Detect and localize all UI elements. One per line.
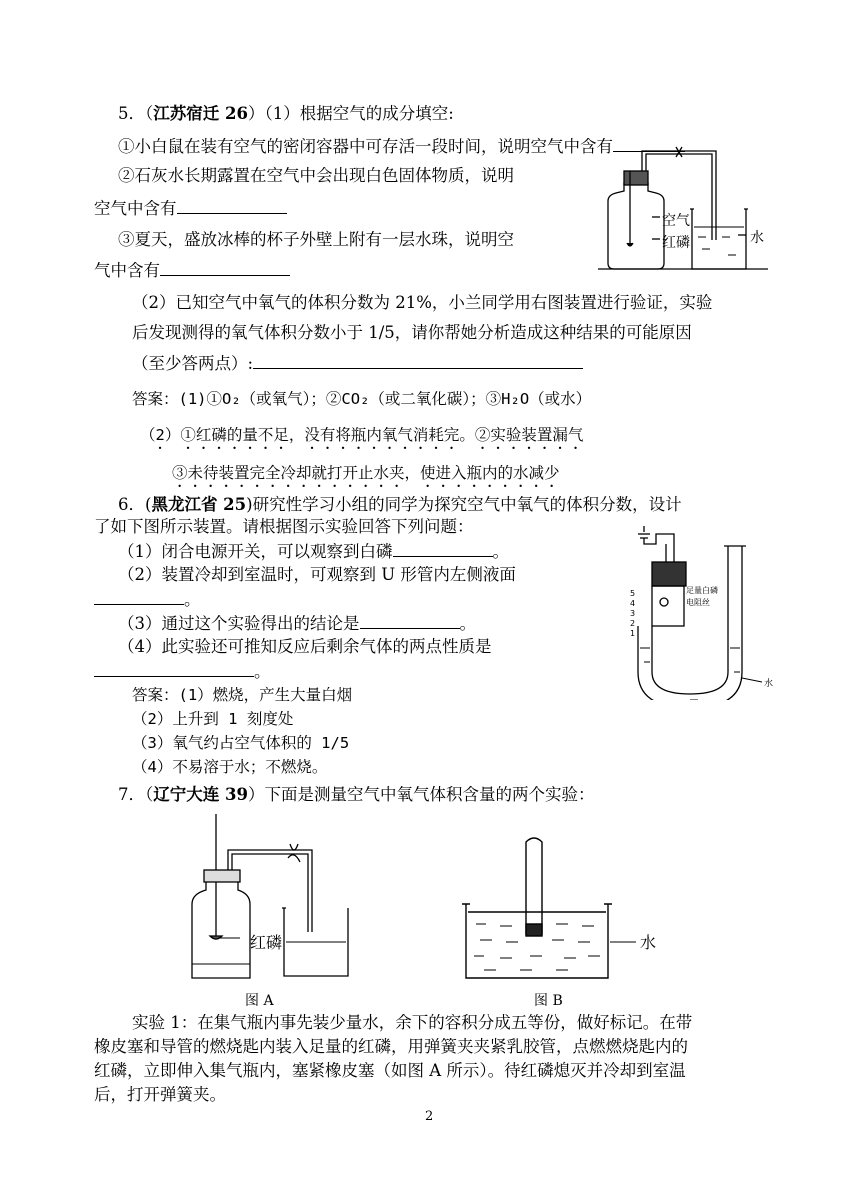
q5-part2b: 后发现测得的氧气体积分数小于 1/5，请你帮她分析造成这种结果的可能原因	[132, 323, 692, 342]
answer-blank[interactable]	[393, 540, 493, 557]
q6-intro-b: 了如下图所示装置。请根据图示实验回答下列问题：	[94, 517, 474, 536]
q5-answer2a: （2）①红磷的量不足，没有将瓶内氧气消耗完。②实验装置漏气	[140, 426, 584, 444]
q6-q3: （3）通过这个实验得出的结论是 。	[118, 614, 476, 633]
q6-q4b: 。	[94, 660, 271, 683]
q6-answer-title: 答案：(1）燃烧，产生大量白烟	[132, 686, 353, 704]
q5-source: 江苏宿迁 26	[153, 104, 248, 123]
q6-answer4: （4）不易溶于水；不燃烧。	[132, 758, 328, 776]
answer-blank[interactable]	[360, 612, 460, 629]
q5-answer2b: ③未待装置完全冷却就打开止水夹，使进入瓶内的水减少	[172, 464, 560, 482]
page-number: 2	[425, 1109, 434, 1124]
q6-scale-2: 2	[630, 619, 636, 628]
q6-heading: 6．(黑龙江省 25)研究性学习小组的同学为探究空气中氧气的体积分数，设计	[118, 495, 682, 514]
q5-part2a: （2）已知空气中氧气的体积分数为 21%，小兰同学用右图装置进行验证，实验	[132, 293, 713, 312]
q5-fig-label-water: 水	[750, 230, 764, 246]
q7-figure-b-label-water: 水	[640, 933, 657, 952]
q6-scale-3: 3	[630, 609, 636, 618]
q5-line1: ①小白鼠在装有空气的密闭容器中可存活一段时间，说明空气中含有	[118, 135, 685, 158]
q7-exp1d: 后，打开弹簧夹。	[94, 1085, 226, 1104]
q7-exp1c: 红磷，立即伸入集气瓶内，塞紧橡皮塞（如图 A 所示）。待红磷熄灭并冷却到室温	[94, 1061, 686, 1080]
q6-q2a: （2）装置冷却到室温时，可观察到 U 形管内左侧液面	[118, 565, 516, 584]
q6-u-tube-figure	[630, 522, 770, 700]
q7-figure-b-caption: 图 B	[534, 993, 563, 1009]
q6-q1: （1）闭合电源开关，可以观察到白磷 。	[118, 542, 509, 561]
answer-blank[interactable]	[253, 352, 583, 369]
q5-answer1: 答案：(1)①O₂（或氧气）；②CO₂（或二氧化碳）；③H₂O（或水）	[132, 390, 592, 408]
q7-exp1a: 实验 1：在集气瓶内事先装少量水，余下的容积分成五等份，做好标记。在带	[132, 1013, 693, 1032]
answer-blank[interactable]	[94, 660, 254, 677]
q6-source: 黑龙江省 25	[151, 495, 247, 514]
q7-figure-a-caption: 图 A	[245, 993, 274, 1009]
q6-answer2: （2）上升到 1 刻度处	[132, 710, 294, 728]
q6-scale-5: 5	[630, 589, 636, 598]
q6-q2b: 。	[94, 588, 201, 611]
q7-source: 辽宁大连 39	[153, 785, 248, 804]
q6-answer3: （3）氧气约占空气体积的 1/5	[132, 734, 350, 752]
q7-figure-a	[190, 812, 360, 984]
q6-scale-1: 1	[630, 629, 636, 638]
q6-fig-label-water: 水	[764, 679, 774, 689]
q6-fig-label-wire: 电阻丝	[686, 598, 710, 607]
q6-fig-label-white-phosphorus: 足量白磷	[686, 586, 718, 595]
q5-line3b: 气中含有	[94, 259, 290, 282]
q5-line3a: ③夏天，盛放冰棒的杯子外壁上附有一层水珠，说明空	[118, 230, 514, 249]
q5-fig-label-phosphorus: 红磷	[662, 235, 690, 251]
q7-figure-b	[460, 836, 670, 986]
q6-scale-4: 4	[630, 599, 636, 608]
q7-heading: 7．（辽宁大连 39）下面是测量空气中氧气体积含量的两个实验：	[118, 785, 595, 804]
q5-line2b: 空气中含有	[94, 197, 287, 220]
q6-q4a: （4）此实验还可推知反应后剩余气体的两点性质是	[118, 637, 492, 656]
q5-heading: 5．（江苏宿迁 26）（1）根据空气的成分填空:	[118, 104, 454, 123]
answer-blank[interactable]	[177, 197, 287, 214]
q5-line2a: ②石灰水长期露置在空气中会出现白色固体物质，说明	[118, 166, 514, 185]
q7-figure-a-label-phosphorus: 红磷	[250, 933, 283, 952]
answer-blank[interactable]	[94, 588, 184, 605]
answer-blank[interactable]	[160, 259, 290, 276]
q5-part2c: （至少答两点）:	[132, 352, 583, 375]
q5-fig-label-air: 空气	[662, 213, 690, 229]
q7-exp1b: 橡皮塞和导管的燃烧匙内装入足量的红磷，用弹簧夹夹紧乳胶管，点燃燃烧匙内的	[94, 1037, 688, 1056]
